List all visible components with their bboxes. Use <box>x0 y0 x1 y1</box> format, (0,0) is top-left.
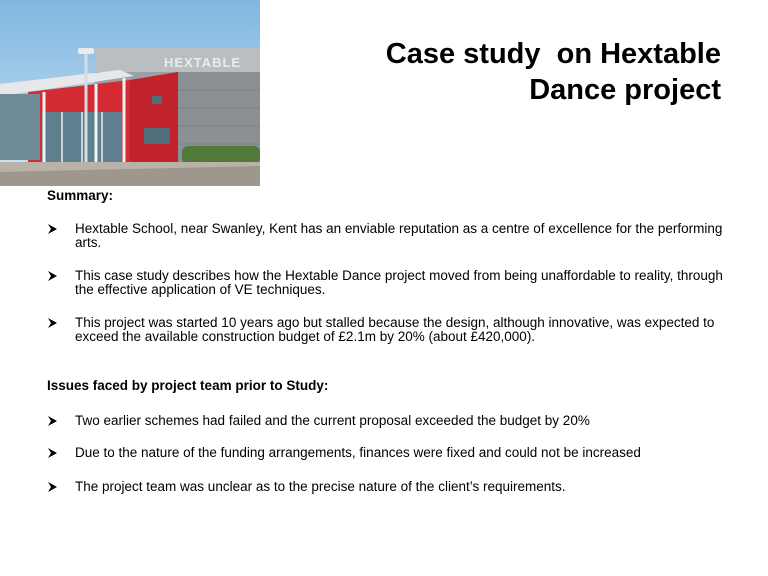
summary-bullet-3 <box>46 316 726 343</box>
issues-bullet-1 <box>46 414 726 428</box>
arrow-bullet-icon <box>46 446 60 460</box>
summary-bullet-1 <box>46 222 726 249</box>
building-sign-text: HEXTABLE <box>164 55 242 70</box>
summary-bullet-text: This case study describes how the Hextable Dance project moved from being unaffordable to reality, through the effective application of VE techniques. <box>75 268 723 297</box>
issues-bullet-text: Due to the nature of the funding arrangements, finances were fixed and could not be increased <box>75 445 641 460</box>
summary-bullet-2 <box>46 269 726 296</box>
building-photo <box>0 0 260 186</box>
arrow-bullet-icon <box>46 414 60 428</box>
issues-heading: Issues faced by project team prior to Study: <box>47 378 329 393</box>
arrow-bullet-icon <box>46 269 60 283</box>
issues-bullet-text: Two earlier schemes had failed and the current proposal exceeded the budget by 20% <box>75 413 590 428</box>
arrow-bullet-icon <box>46 222 60 236</box>
issues-bullet-2 <box>46 446 726 460</box>
summary-bullet-text: Hextable School, near Swanley, Kent has an enviable reputation as a centre of excellence for the performing arts. <box>75 221 723 250</box>
issues-bullet-text: The project team was unclear as to the precise nature of the client’s requirements. <box>75 479 566 494</box>
summary-heading: Summary: <box>47 188 114 203</box>
slide-title <box>301 36 721 108</box>
arrow-bullet-icon <box>46 316 60 330</box>
slide-title-line-1: Case study on Hextable <box>385 38 721 70</box>
hextable-building-illustration <box>0 0 260 186</box>
slide-title-line-2: Dance project <box>529 74 721 106</box>
issues-bullet-3 <box>46 480 726 494</box>
summary-bullet-text: This project was started 10 years ago but stalled because the design, although innovative, was expected to exceed the available construction budget of £2.1m by 20% (about £420,000). <box>75 315 715 344</box>
arrow-bullet-icon <box>46 480 60 494</box>
